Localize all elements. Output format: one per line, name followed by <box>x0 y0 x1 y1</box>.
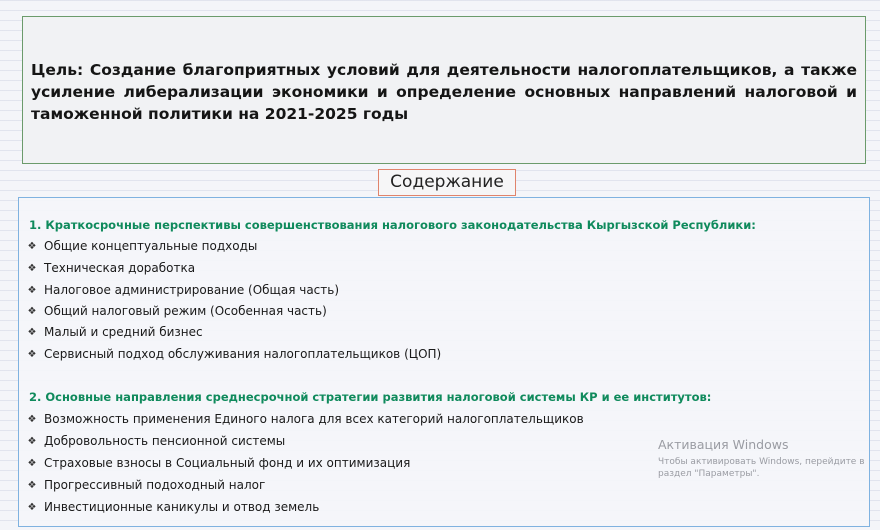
list-item <box>25 456 410 470</box>
list-item-text: Инвестиционные каникулы и отвод земель <box>44 500 320 514</box>
diamond-bullet-icon: ❖ <box>27 435 37 447</box>
list-item <box>25 434 285 448</box>
list-item-text: Сервисный подход обслуживания налогоплательщиков (ЦОП) <box>44 347 442 361</box>
list-item <box>25 261 195 275</box>
list-item <box>25 347 441 361</box>
list-item-text: Общий налоговый режим (Особенная часть) <box>44 304 327 318</box>
list-item-text: Страховые взносы в Социальный фонд и их оптимизация <box>44 456 411 470</box>
list-item <box>25 239 257 253</box>
diamond-bullet-icon: ❖ <box>27 479 37 491</box>
list-item-text: Налоговое администрирование (Общая часть) <box>44 283 340 297</box>
list-item <box>25 283 339 297</box>
list-item <box>25 478 265 492</box>
list-item <box>25 500 319 514</box>
goal-text: Цель: Создание благоприятных условий для деятельности налогоплательщиков, а также усиление либерализации экономики и определение основных направлений налоговой и таможенной политики на 2021-2025 годы <box>31 61 857 123</box>
diamond-bullet-icon: ❖ <box>27 305 37 317</box>
diamond-bullet-icon: ❖ <box>27 326 37 338</box>
diamond-bullet-icon: ❖ <box>27 457 37 469</box>
list-item-text: Возможность применения Единого налога для всех категорий налогоплательщиков <box>44 412 584 426</box>
diamond-bullet-icon: ❖ <box>27 348 37 360</box>
list-item-text: Добровольность пенсионной системы <box>44 434 286 448</box>
section-heading-1: 1. Краткосрочные перспективы совершенствования налогового законодательства Кыргызской Республики: <box>29 218 756 232</box>
diamond-bullet-icon: ❖ <box>27 501 37 513</box>
windows-activation-watermark <box>658 437 868 480</box>
goal-box <box>22 16 866 164</box>
list-item-text: Прогрессивный подоходный налог <box>44 478 266 492</box>
diamond-bullet-icon: ❖ <box>27 240 37 252</box>
list-item <box>25 304 327 318</box>
diamond-bullet-icon: ❖ <box>27 413 37 425</box>
section-heading-2: 2. Основные направления среднесрочной стратегии развития налоговой системы КР и ее институтов: <box>29 390 712 404</box>
list-item-text: Общие концептуальные подходы <box>44 239 258 253</box>
contents-title: Содержание <box>378 169 516 196</box>
watermark-title: Активация Windows <box>658 437 789 452</box>
list-item <box>25 325 203 339</box>
list-item-text: Техническая доработка <box>44 261 196 275</box>
diamond-bullet-icon: ❖ <box>27 262 37 274</box>
list-item <box>25 412 584 426</box>
watermark-subtitle: Чтобы активировать Windows, перейдите в раздел "Параметры". <box>658 457 865 479</box>
diamond-bullet-icon: ❖ <box>27 284 37 296</box>
list-item-text: Малый и средний бизнес <box>44 325 203 339</box>
